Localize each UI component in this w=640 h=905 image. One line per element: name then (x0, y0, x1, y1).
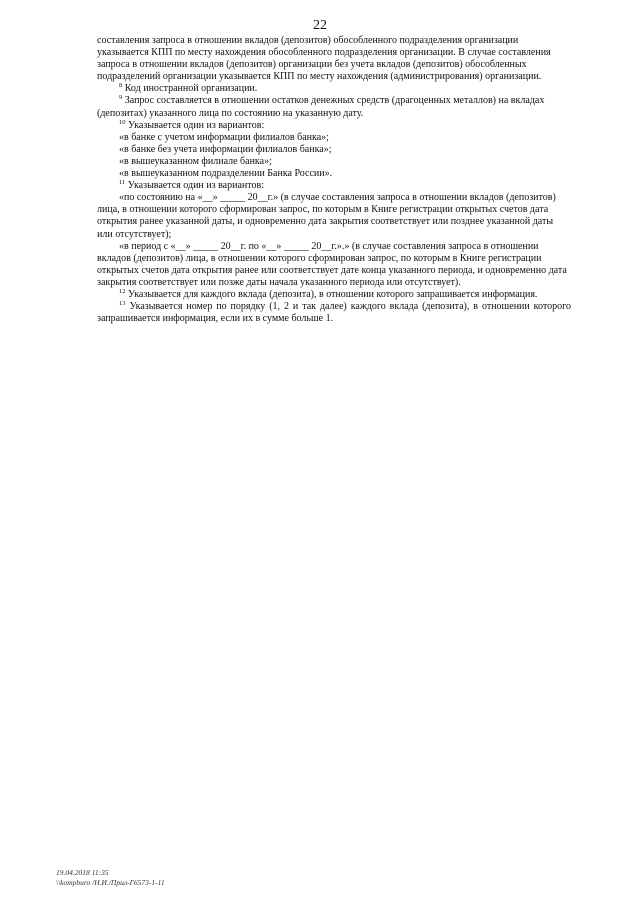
footnote-10: $^{10}$ Указывается один из вариантов: (119, 118, 265, 131)
footnote-marker: 12 (119, 287, 126, 295)
footer-path: \\kompburo /Н.И./Прил-Г6573-1-11 (56, 878, 165, 887)
footnote-8: $^8$ Код иностранной организации. (119, 82, 258, 95)
paragraph-continuation: составления запроса в отношении вкладов (депозитов) обособленного подразделения организации указывается КПП по месту нахождения обособленного подразделения организации. В случае составления запроса в отношении вкладов (депозитов) организации без учета вкладов (депозитов) обособленных подразделений организации указывается КПП по месту нахождения (администрирования) организации. (97, 35, 551, 83)
footnote-marker: 9 (119, 94, 123, 102)
variant-item: «в банке без учета информации филиалов банка»; (119, 143, 332, 155)
footnote-9: $^9$ Запрос составляется в отношении остатков денежных средств (драгоценных металлов) на вкладах (депозитах) указанного лица по состоянию на указанную дату. (97, 94, 545, 119)
footnote-12: $^{12}$ Указывается для каждого вклада (депозита), в отношении которого запрашивается информация. (119, 287, 538, 300)
footnotes-body (97, 35, 571, 325)
footnote-11: $^{11}$ Указывается один из вариантов: (119, 179, 264, 192)
variant-item: «в вышеуказанном подразделении Банка России». (119, 168, 333, 180)
footnote-marker: 8 (119, 82, 123, 90)
footnote-marker: 10 (119, 118, 126, 126)
footer-stamp (56, 868, 165, 888)
footnote-marker: 11 (119, 179, 126, 187)
footnote-13: $^{13}$ Указывается номер по порядку (1, 2 и так далее) каждого вклада (депозита), в отношении которого запрашивается информация, если их в сумме больше 1. (97, 300, 571, 325)
footer-date: 19.04.2018 11:35 (56, 868, 109, 877)
variant-item: «по состоянию на «__» _____ 20__г.» (в случае составления запроса в отношении вкладов (депозитов) лица, в отношении которого сформирован запрос, по которым в Книге регистрации открытых счетов дата открытия ранее указанной даты, и одновременно дата закрытия соответствует или позднее указанной даты или отсутствует); (97, 192, 556, 240)
variant-item: «в банке с учетом информации филиалов банка»; (119, 131, 329, 143)
footnote-marker: 13 (119, 300, 126, 308)
page-number: 22 (313, 18, 327, 33)
variant-item: «в период с «__» _____ 20__г. по «__» _____ 20__г.».» (в случае составления запроса в отношении вкладов (депозитов) лица, в отношении которого сформирован запрос, по которым в Книге регистрации открытых счетов дата открытия ранее или соответствует дате конца указанного периода, и одновременно дата закрытия соответствует или позже даты начала указанного периода или отсутствует). (97, 240, 567, 288)
variant-item: «в вышеуказанном филиале банка»; (119, 155, 272, 167)
